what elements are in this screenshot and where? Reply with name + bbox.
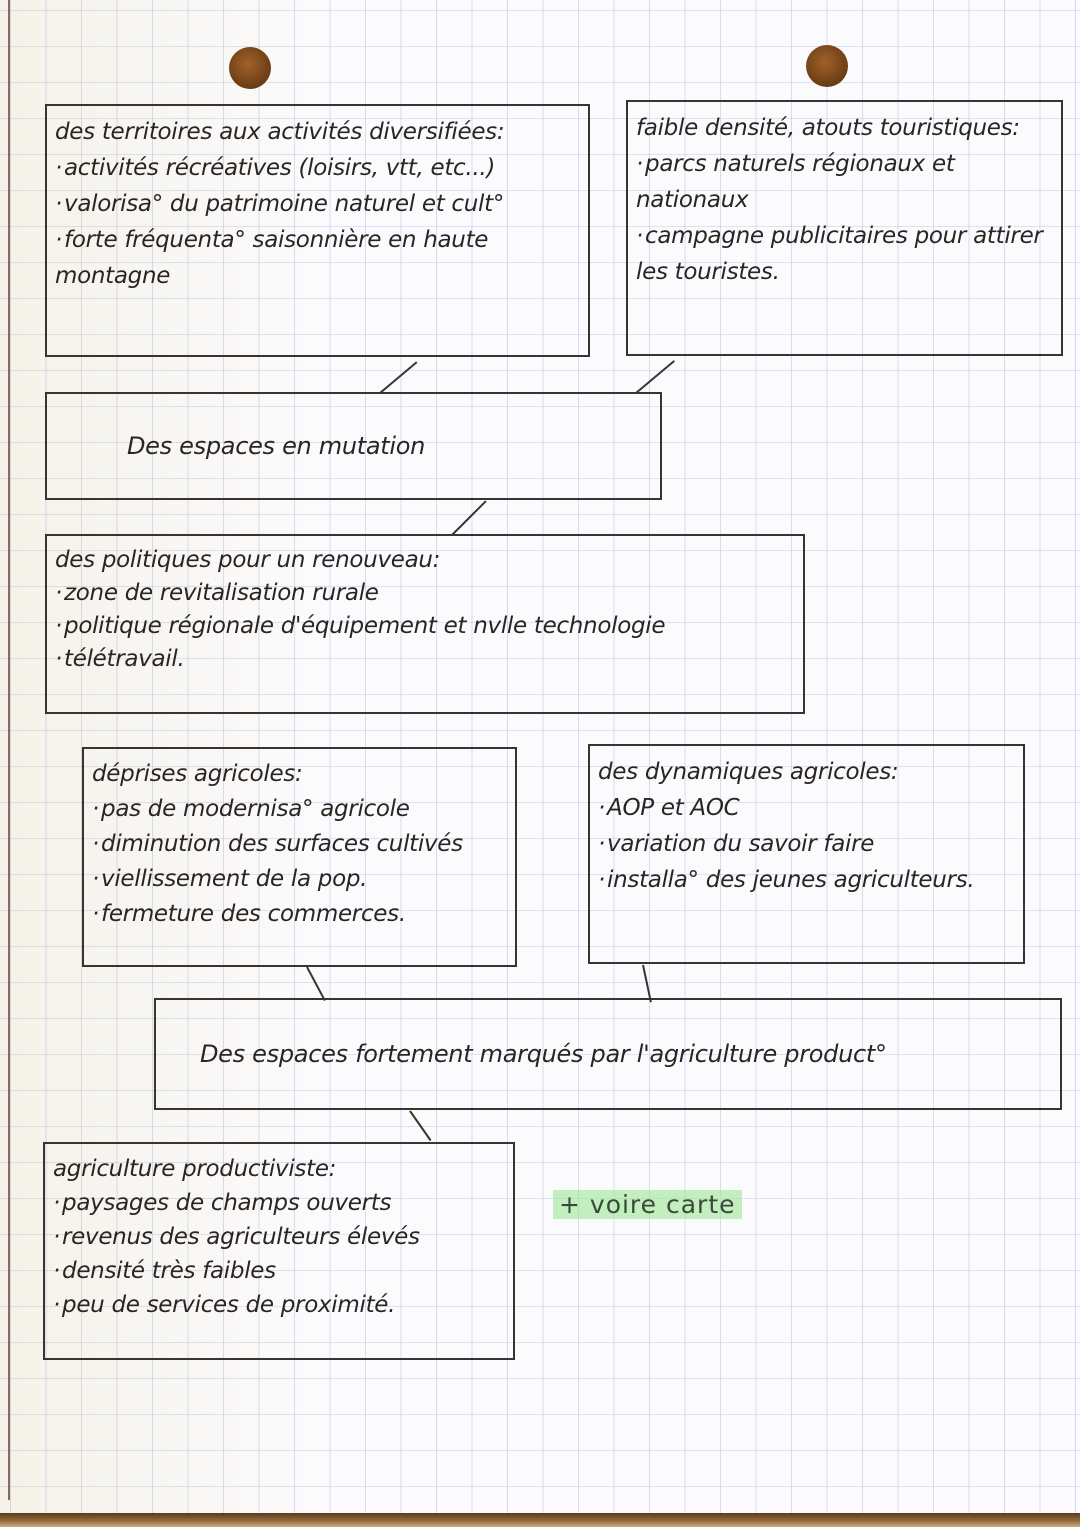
list-item: · pas de modernisa° agricole	[92, 792, 507, 827]
page-margin-line	[8, 0, 10, 1500]
notebook-edge	[0, 1513, 1080, 1527]
list-item: · peu de services de proximité.	[53, 1288, 505, 1322]
list-item: · télétravail.	[55, 643, 795, 676]
connector-line	[451, 500, 486, 535]
list-item: · densité très faibles	[53, 1254, 505, 1288]
box-tourism-assets	[626, 100, 1063, 356]
box-productivist-agriculture	[43, 1142, 515, 1360]
box-title: des dynamiques agricoles:	[598, 759, 899, 785]
highlighted-note: + voire carte	[553, 1190, 742, 1219]
box-title: faible densité, atouts touristiques:	[636, 115, 1020, 141]
box-spaces-in-mutation	[45, 392, 662, 500]
connector-line	[409, 1110, 431, 1141]
box-agricultural-decline	[82, 747, 517, 967]
list-item: · diminution des surfaces cultivés	[92, 827, 507, 862]
list-item: · AOP et AOC	[598, 790, 1015, 826]
list-item: · viellissement de la pop.	[92, 862, 507, 897]
box-title: déprises agricoles:	[92, 761, 303, 787]
list-item: · installa° des jeunes agriculteurs.	[598, 862, 1015, 898]
connector-line	[642, 965, 652, 1003]
list-item: · zone de revitalisation rurale	[55, 577, 795, 610]
box-marked-by-agriculture	[154, 998, 1062, 1110]
list-item: · parcs naturels régionaux et nationaux	[636, 146, 1053, 218]
box-title: des territoires aux activités diversifiées:	[55, 119, 505, 145]
connector-line	[306, 967, 326, 1001]
box-diversified-activities	[45, 104, 590, 357]
list-item: · forte fréquenta° saisonnière en haute montagne	[55, 222, 580, 294]
list-item: · activités récréatives (loisirs, vtt, etc...)	[55, 150, 580, 186]
box-title: Des espaces en mutation	[127, 432, 426, 460]
list-item: · paysages de champs ouverts	[53, 1186, 505, 1220]
list-item: · campagne publicitaires pour attirer les touristes.	[636, 218, 1053, 290]
box-renewal-policies	[45, 534, 805, 714]
box-title: des politiques pour un renouveau:	[55, 547, 441, 573]
box-title: agriculture productiviste:	[53, 1156, 337, 1182]
list-item: · revenus des agriculteurs élevés	[53, 1220, 505, 1254]
list-item: · variation du savoir faire	[598, 826, 1015, 862]
list-item: · valorisa° du patrimoine naturel et cult°	[55, 186, 580, 222]
connector-line	[635, 360, 675, 394]
binder-hole-left	[229, 47, 271, 89]
box-title: Des espaces fortement marqués par l'agriculture product°	[200, 1040, 887, 1068]
connector-line	[379, 361, 417, 393]
box-agricultural-dynamics	[588, 744, 1025, 964]
binder-hole-right	[806, 45, 848, 87]
list-item: · politique régionale d'équipement et nvlle technologie	[55, 610, 795, 643]
list-item: · fermeture des commerces.	[92, 897, 507, 932]
